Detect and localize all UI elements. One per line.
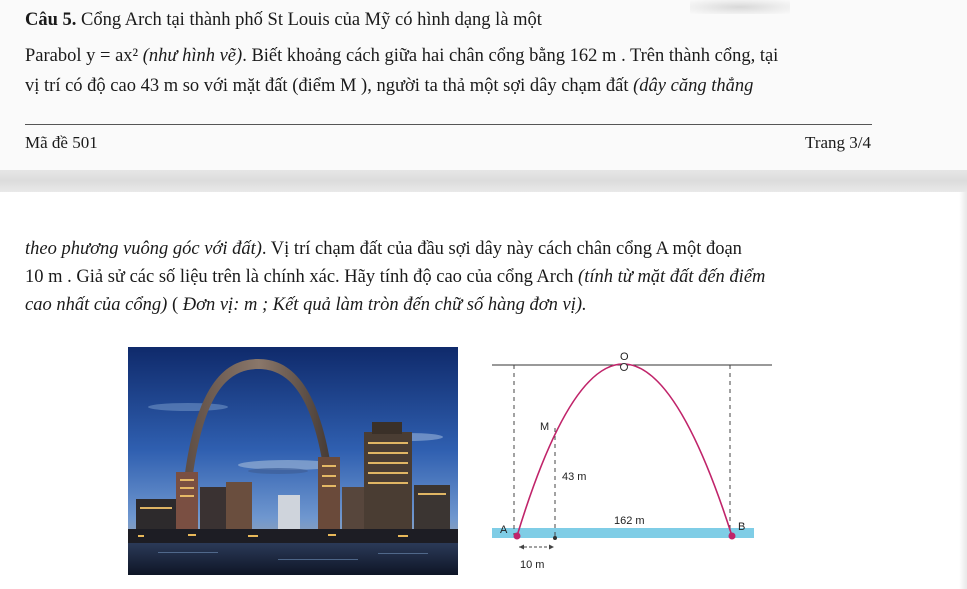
continuation-line-2 [25, 266, 765, 288]
arch-photo [128, 347, 458, 575]
label-height: 43 m [562, 471, 587, 483]
label-offset: 10 m [520, 559, 545, 571]
text-segment: vị trí có độ cao 43 m so với mặt đất (điểm M ), người ta thả một sợi dây chạm đất [25, 76, 634, 96]
problem-line-1 [25, 9, 542, 31]
text-segment: Parabol y = ax² [25, 46, 143, 66]
footer-rule [25, 124, 872, 125]
text-segment: Câu 5. [25, 10, 77, 30]
offset-arrow-head-right [549, 545, 554, 550]
scan-shadow [959, 192, 967, 589]
rope-foot-marker [553, 536, 557, 540]
text-segment: ( [167, 295, 183, 315]
parabola-diagram-svg [462, 340, 782, 580]
arch-photo-image [128, 347, 458, 575]
label-point-b: B [738, 521, 746, 533]
text-segment: . Vị trí chạm đất của đầu sợi dây này cách chân cổng A một đoạn [261, 239, 742, 259]
exam-code: Mã đề 501 [25, 133, 98, 152]
page-number: Trang 3/4 [805, 133, 871, 152]
text-segment: . Biết khoảng cách giữa hai chân cổng bằng 162 m . Trên thành cổng, tại [242, 46, 779, 66]
parabola-diagram [462, 340, 782, 580]
text-segment: 10 m . Giả sử các số liệu trên là chính xác. Hãy tính độ cao của cổng Arch [25, 267, 579, 287]
point-a-marker [514, 533, 521, 540]
text-segment: (dây căng thẳng [633, 76, 754, 96]
label-point-a: A [500, 524, 508, 536]
ground-band [492, 528, 754, 538]
problem-line-3 [25, 75, 753, 97]
text-segment: (tính từ mặt đất đến điểm [578, 267, 766, 287]
offset-arrow-head-left [519, 545, 524, 550]
text-segment: (như hình vẽ) [142, 46, 243, 66]
problem-line-2 [25, 45, 778, 67]
text-segment: Cổng Arch tại thành phố St Louis của Mỹ có hình dạng là một [76, 10, 542, 30]
label-point-m: M [540, 421, 550, 433]
point-b-marker [729, 533, 736, 540]
arch-parabola [517, 364, 732, 536]
label-span: 162 m [614, 515, 645, 527]
text-segment: cao nhất của cổng) [25, 295, 168, 315]
text-segment: Đơn vị: m ; Kết quả làm tròn đến chữ số hàng đơn vị). [182, 295, 587, 315]
origin-marker [621, 364, 628, 371]
page-break-gap [0, 170, 967, 192]
label-origin: O [620, 351, 629, 363]
text-segment: theo phương vuông góc với đất) [25, 239, 262, 259]
scan-smudge [690, 0, 790, 14]
continuation-line-3 [25, 294, 587, 316]
continuation-line-1 [25, 238, 742, 260]
